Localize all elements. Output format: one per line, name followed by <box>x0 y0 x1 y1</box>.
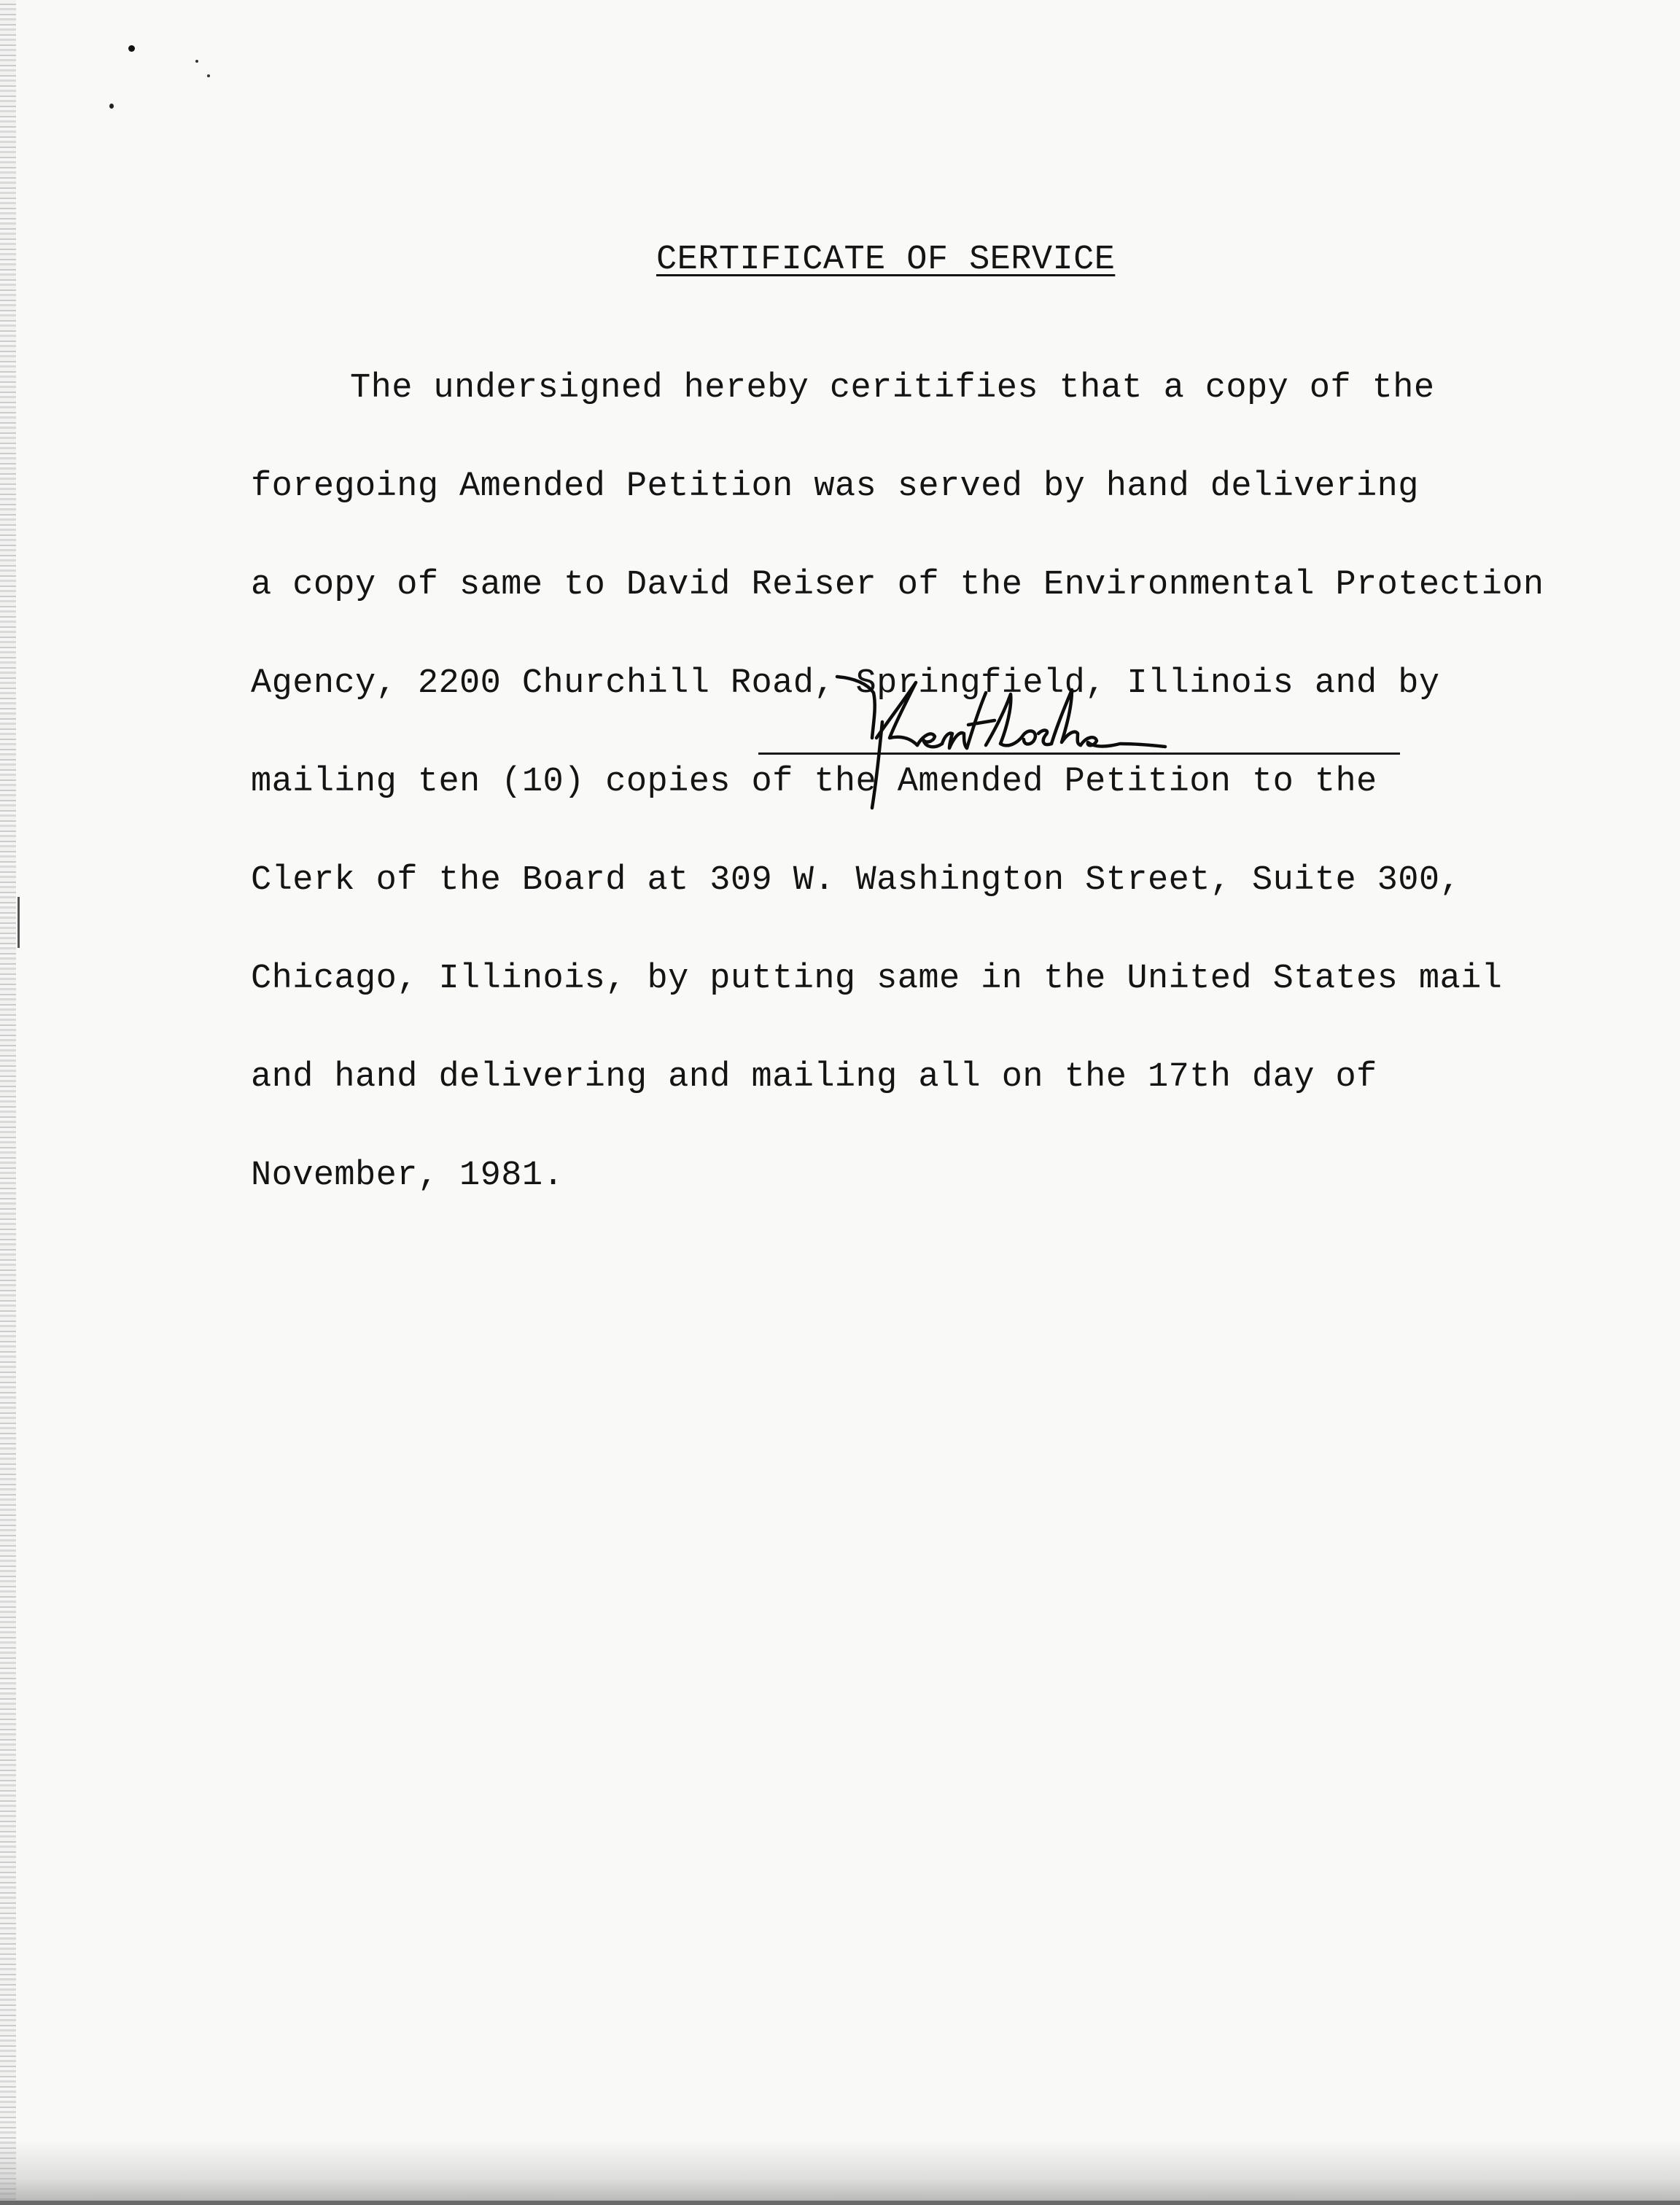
body-line: a copy of same to David Reiser of the Environmental Protection <box>251 566 1544 604</box>
body-line: Clerk of the Board at 309 W. Washington Street, Suite 300, <box>251 861 1461 900</box>
scan-speck <box>207 74 210 77</box>
scan-bottom-shadow <box>0 2139 1680 2205</box>
body-line: November, 1981. <box>251 1156 564 1195</box>
scan-edge-noise <box>0 0 16 2205</box>
body-line: mailing ten (10) copies of the Amended Petition to the <box>251 763 1377 801</box>
document-title: CERTIFICATE OF SERVICE <box>656 241 1116 279</box>
scan-bottom-edge <box>0 2201 1680 2205</box>
body-line: foregoing Amended Petition was served by hand delivering <box>251 467 1419 506</box>
body-line: and hand delivering and mailing all on the 17th day of <box>251 1058 1377 1097</box>
body-line: Agency, 2200 Churchill Road, Springfield, Illinois and by <box>251 664 1440 703</box>
scan-speck <box>195 60 198 63</box>
body-line: Chicago, Illinois, by putting same in the United States mail <box>251 960 1503 998</box>
body-line: The undersigned hereby ceritifies that a copy of the <box>350 369 1435 408</box>
handwritten-signature-icon <box>795 649 1174 824</box>
scan-speck <box>128 45 135 52</box>
signature-block <box>758 649 1400 824</box>
scan-speck <box>109 104 114 109</box>
scan-speck <box>18 897 20 948</box>
